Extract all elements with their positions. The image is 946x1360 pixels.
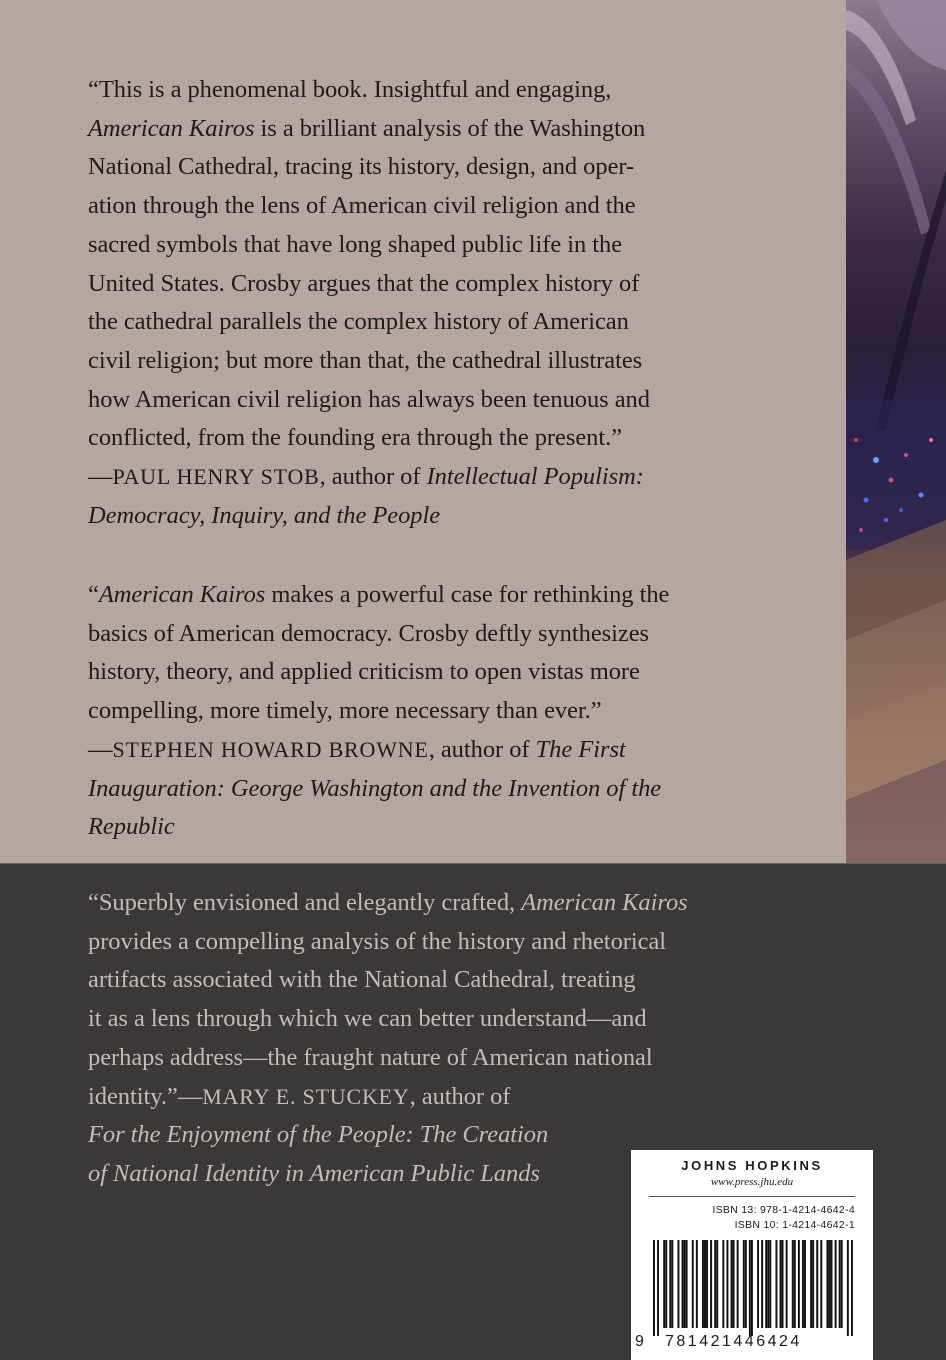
quote-line: civil religion; but more than that, the cathedral illustrates: [88, 346, 643, 374]
barcode-bar: [677, 1240, 679, 1328]
barcode-bar: [682, 1240, 684, 1328]
barcode-bar: [782, 1240, 784, 1328]
endorsement-quote-stuckey: [88, 884, 728, 1194]
barcode-bar: [663, 1240, 665, 1328]
quote-line: the cathedral parallels the complex history of American: [88, 308, 629, 336]
barcode-bar: [820, 1240, 822, 1328]
barcode-bar: [710, 1240, 712, 1328]
barcode-bar: [761, 1240, 763, 1328]
barcode-bar: [686, 1240, 688, 1328]
quote-line: National Cathedral, tracing its history, design, and oper-: [88, 153, 635, 181]
barcode-bar: [737, 1240, 739, 1328]
barcode-bar: [749, 1240, 751, 1336]
barcode-bar: [684, 1240, 686, 1328]
book-title: Democracy, Inquiry, and the People: [88, 501, 441, 529]
quote-line: American Kairos is a brilliant analysis of the Washington: [88, 114, 646, 142]
attribution-line: —PAUL HENRY STOB, author of Intellectual Populism:: [88, 463, 644, 491]
barcode-bar: [716, 1240, 718, 1328]
barcode-bar: [804, 1240, 806, 1328]
quote-line: ation through the lens of American civil religion and the: [88, 192, 636, 220]
author-name: PAUL HENRY STOB: [112, 464, 320, 490]
barcode-bar: [829, 1240, 831, 1328]
attribution-line: —STEPHEN HOWARD BROWNE, author of The First: [88, 735, 626, 763]
endorsement-quote-stob: [88, 71, 738, 535]
barcode-bar: [702, 1240, 704, 1328]
barcode-bar: [726, 1240, 728, 1328]
quote-line: how American civil religion has always been tenuous and: [88, 385, 650, 413]
barcode-bar: [731, 1240, 733, 1328]
publisher-name: JOHNS HOPKINS: [681, 1158, 823, 1173]
barcode-bar: [653, 1240, 655, 1336]
quote-line: United States. Crosby argues that the complex history of: [88, 269, 640, 297]
barcode-bar: [839, 1240, 841, 1328]
book-title: Inauguration: George Washington and the Invention of the: [88, 774, 662, 802]
barcode-bar: [851, 1240, 853, 1336]
barcode-bar: [671, 1240, 673, 1328]
barcode-bar: [692, 1240, 694, 1328]
barcode-bar: [769, 1240, 771, 1328]
quote-line: “Superbly envisioned and elegantly crafted, American Kairos: [88, 889, 688, 916]
quote-line: artifacts associated with the National Cathedral, treating: [88, 966, 636, 994]
barcode-bar: [780, 1240, 782, 1328]
quote-line: sacred symbols that have long shaped public life in the: [88, 230, 623, 258]
author-name: STEPHEN HOWARD BROWNE: [112, 736, 429, 762]
barcode-bar: [665, 1240, 667, 1328]
quote-line: “This is a phenomenal book. Insightful and engaging,: [88, 76, 612, 103]
quote-line: “American Kairos makes a powerful case for rethinking the: [88, 581, 670, 608]
book-title: Republic: [88, 813, 175, 841]
isbn-13: ISBN 13: 978-1-4214-4642-4: [712, 1204, 855, 1216]
barcode-image: [653, 1240, 853, 1336]
barcode-bar: [696, 1240, 698, 1328]
barcode-bar: [826, 1240, 828, 1328]
book-title: For the Enjoyment of the People: The Creation: [88, 1121, 549, 1149]
barcode-bar: [816, 1240, 818, 1328]
book-title-italic: American Kairos: [98, 581, 266, 608]
barcode-first-digit: 9: [635, 1333, 647, 1350]
barcode-bar: [704, 1240, 706, 1328]
barcode-bar: [831, 1240, 833, 1328]
publisher-divider: [649, 1196, 855, 1197]
cathedral-photo-strip: [846, 0, 946, 864]
barcode-bar: [757, 1240, 759, 1328]
attribution-line: [88, 770, 738, 809]
barcode-bar: [835, 1240, 837, 1328]
barcode-bar: [669, 1240, 671, 1328]
author-name: MARY E. STUCKEY: [202, 1083, 410, 1109]
barcode-bar: [810, 1240, 812, 1328]
quote-line: provides a compelling analysis of the history and rhetorical: [88, 927, 667, 955]
barcode-bar: [745, 1240, 747, 1328]
attribution-line: identity.”—MARY E. STUCKEY, author of: [88, 1082, 511, 1110]
isbn-10: ISBN 10: 1-4214-4642-1: [734, 1219, 855, 1231]
book-title-italic: American Kairos: [88, 114, 255, 142]
book-title: of National Identity in American Public Lands: [88, 1159, 540, 1187]
barcode-bar: [714, 1240, 716, 1328]
barcode-bar: [794, 1240, 796, 1328]
quote-line: basics of American democracy. Crosby deftly synthesizes: [88, 619, 650, 647]
attribution-line: [88, 808, 738, 847]
barcode-bar: [722, 1240, 724, 1328]
book-title-italic: American Kairos: [521, 889, 688, 916]
quote-line: history, theory, and applied criticism to open vistas more: [88, 658, 640, 686]
barcode-bar: [792, 1240, 794, 1328]
barcode-bar: [798, 1240, 800, 1328]
quote-line: it as a lens through which we can better understand—and: [88, 1005, 647, 1033]
quote-line: perhaps address—the fraught nature of American national: [88, 1043, 653, 1071]
barcode-bar: [767, 1240, 769, 1328]
barcode-bar: [743, 1240, 745, 1328]
barcode-bar: [847, 1240, 849, 1336]
barcode-bar: [841, 1240, 843, 1328]
barcode-bar: [751, 1240, 753, 1336]
barcode-bar: [812, 1240, 814, 1328]
barcode-bar: [765, 1240, 767, 1328]
book-title: Intellectual Populism:: [426, 463, 644, 491]
barcode-digits: 781421446424: [665, 1333, 802, 1350]
publisher-url: www.press.jhu.edu: [710, 1176, 794, 1188]
endorsement-quote-browne: [88, 576, 738, 847]
barcode-bar: [706, 1240, 708, 1328]
cathedral-interior-image: [846, 0, 946, 864]
barcode-bar: [657, 1240, 659, 1336]
book-title: The First: [535, 735, 626, 763]
barcode-bar: [775, 1240, 777, 1328]
barcode-bar: [733, 1240, 735, 1328]
barcode-bar: [786, 1240, 788, 1328]
quote-line: conflicted, from the founding era through the present.”: [88, 424, 623, 452]
isbn-barcode-box: [631, 1150, 873, 1360]
attribution-line: [88, 497, 738, 536]
quote-line: compelling, more timely, more necessary than ever.”: [88, 697, 602, 725]
barcode-bar: [802, 1240, 804, 1328]
